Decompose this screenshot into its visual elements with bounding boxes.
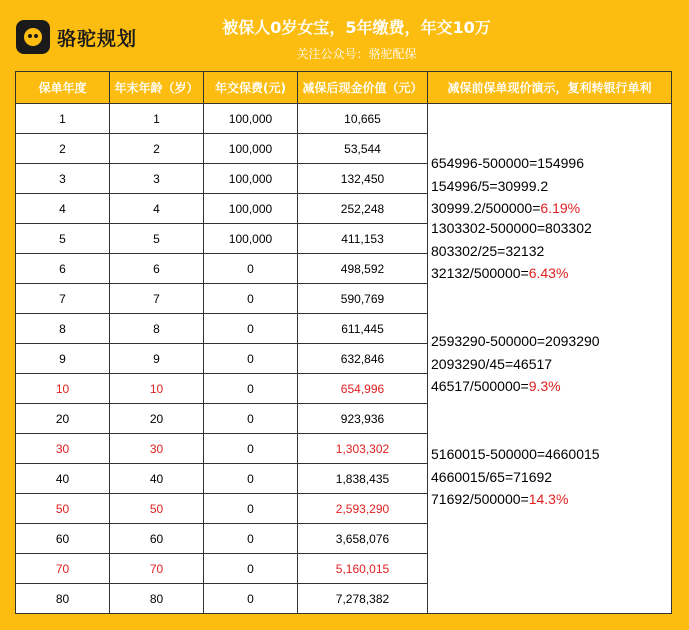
cell-premium: 0 — [204, 554, 298, 584]
cell-policy-year: 50 — [16, 494, 110, 524]
cell-premium: 0 — [204, 314, 298, 344]
cell-age: 1 — [110, 104, 204, 134]
simple-interest-rate: 6.43% — [528, 265, 569, 282]
calc-line: 4660015/65=71692 — [431, 468, 553, 485]
cell-premium: 0 — [204, 284, 298, 314]
cell-policy-year: 40 — [16, 464, 110, 494]
cell-age: 40 — [110, 464, 204, 494]
page-title: 被保人0岁女宝，5年缴费，年交10万 — [222, 18, 491, 37]
calc-formula: 30999.2/500000= — [431, 200, 541, 217]
cell-cash-value: 923,936 — [298, 404, 428, 434]
cell-cash-value: 611,445 — [298, 314, 428, 344]
cell-premium: 0 — [204, 524, 298, 554]
cell-cash-value: 1,303,302 — [298, 434, 428, 464]
cell-premium: 100,000 — [204, 164, 298, 194]
cell-policy-year: 30 — [16, 434, 110, 464]
calc-line — [431, 488, 671, 511]
cell-age: 20 — [110, 404, 204, 434]
cell-policy-year: 1 — [16, 104, 110, 134]
cell-age: 4 — [110, 194, 204, 224]
cell-premium: 0 — [204, 374, 298, 404]
cell-premium: 0 — [204, 344, 298, 374]
cell-premium: 0 — [204, 434, 298, 464]
cell-policy-year: 3 — [16, 164, 110, 194]
cell-age: 70 — [110, 554, 204, 584]
cell-cash-value: 5,160,015 — [298, 554, 428, 584]
cell-policy-year: 80 — [16, 584, 110, 614]
calc-formula: 71692/500000= — [431, 491, 529, 508]
cell-policy-year: 2 — [16, 134, 110, 164]
calculation-block — [431, 330, 671, 443]
simple-interest-rate: 6.19% — [540, 200, 581, 217]
cell-age: 50 — [110, 494, 204, 524]
cash-value-table — [15, 71, 672, 614]
cell-cash-value: 10,665 — [298, 104, 428, 134]
calc-line: 154996/5=30999.2 — [431, 177, 549, 194]
cell-policy-year: 8 — [16, 314, 110, 344]
cell-policy-year: 7 — [16, 284, 110, 314]
cell-premium: 0 — [204, 254, 298, 284]
cell-age: 7 — [110, 284, 204, 314]
calculation-block — [431, 104, 671, 217]
calculation-block — [431, 443, 671, 556]
cell-policy-year: 20 — [16, 404, 110, 434]
calculation-block — [431, 217, 671, 330]
calc-line: 654996-500000=154996 — [431, 155, 584, 171]
calc-line — [431, 262, 671, 285]
calc-line: 5160015-500000=4660015 — [431, 446, 600, 462]
cell-cash-value: 632,846 — [298, 344, 428, 374]
cell-policy-year: 4 — [16, 194, 110, 224]
col-header-cash-value: 减保后现金价值（元） — [298, 72, 428, 104]
cell-policy-year: 60 — [16, 524, 110, 554]
table-row — [16, 104, 672, 134]
cell-cash-value: 1,838,435 — [298, 464, 428, 494]
cell-age: 3 — [110, 164, 204, 194]
cell-premium: 100,000 — [204, 104, 298, 134]
cell-age: 9 — [110, 344, 204, 374]
cell-premium: 0 — [204, 404, 298, 434]
cell-cash-value: 252,248 — [298, 194, 428, 224]
cell-premium: 0 — [204, 464, 298, 494]
table-header-row — [16, 72, 672, 104]
cell-cash-value: 654,996 — [298, 374, 428, 404]
calc-line: 803302/25=32132 — [431, 242, 545, 259]
cell-policy-year: 5 — [16, 224, 110, 254]
calc-formula: 32132/500000= — [431, 265, 529, 282]
cell-policy-year: 6 — [16, 254, 110, 284]
simple-interest-rate: 9.3% — [528, 378, 561, 395]
calc-line: 2593290-500000=2093290 — [431, 333, 600, 349]
calc-line: 1303302-500000=803302 — [431, 220, 592, 236]
cell-age: 60 — [110, 524, 204, 554]
col-header-age: 年末年龄（岁） — [110, 72, 204, 104]
cell-age: 2 — [110, 134, 204, 164]
cell-cash-value: 132,450 — [298, 164, 428, 194]
page-subtitle: 关注公众号：骆驼配保 — [296, 47, 417, 61]
cell-cash-value: 590,769 — [298, 284, 428, 314]
calc-formula: 46517/500000= — [431, 378, 529, 395]
cell-policy-year: 9 — [16, 344, 110, 374]
cell-age: 5 — [110, 224, 204, 254]
cell-age: 80 — [110, 584, 204, 614]
cell-premium: 0 — [204, 494, 298, 524]
simple-interest-rate: 14.3% — [528, 491, 569, 508]
cell-cash-value: 2,593,290 — [298, 494, 428, 524]
col-header-rate-demo: 减保前保单现价演示，复利转银行单利 — [428, 72, 672, 104]
col-header-policy-year: 保单年度 — [16, 72, 110, 104]
cell-premium: 0 — [204, 584, 298, 614]
cell-age: 10 — [110, 374, 204, 404]
calc-line — [431, 375, 671, 398]
cell-age: 8 — [110, 314, 204, 344]
calc-line: 2093290/45=46517 — [431, 355, 553, 372]
cell-policy-year: 10 — [16, 374, 110, 404]
cell-cash-value: 498,592 — [298, 254, 428, 284]
brand-name: 骆驼规划 — [57, 27, 138, 50]
col-header-annual-premium: 年交保费(元) — [204, 72, 298, 104]
rate-demo-cell — [428, 104, 672, 614]
cell-cash-value: 7,278,382 — [298, 584, 428, 614]
cell-age: 6 — [110, 254, 204, 284]
cell-premium: 100,000 — [204, 134, 298, 164]
cell-age: 30 — [110, 434, 204, 464]
cell-premium: 100,000 — [204, 224, 298, 254]
cell-cash-value: 411,153 — [298, 224, 428, 254]
cell-cash-value: 53,544 — [298, 134, 428, 164]
cell-premium: 100,000 — [204, 194, 298, 224]
cell-cash-value: 3,658,076 — [298, 524, 428, 554]
cell-policy-year: 70 — [16, 554, 110, 584]
